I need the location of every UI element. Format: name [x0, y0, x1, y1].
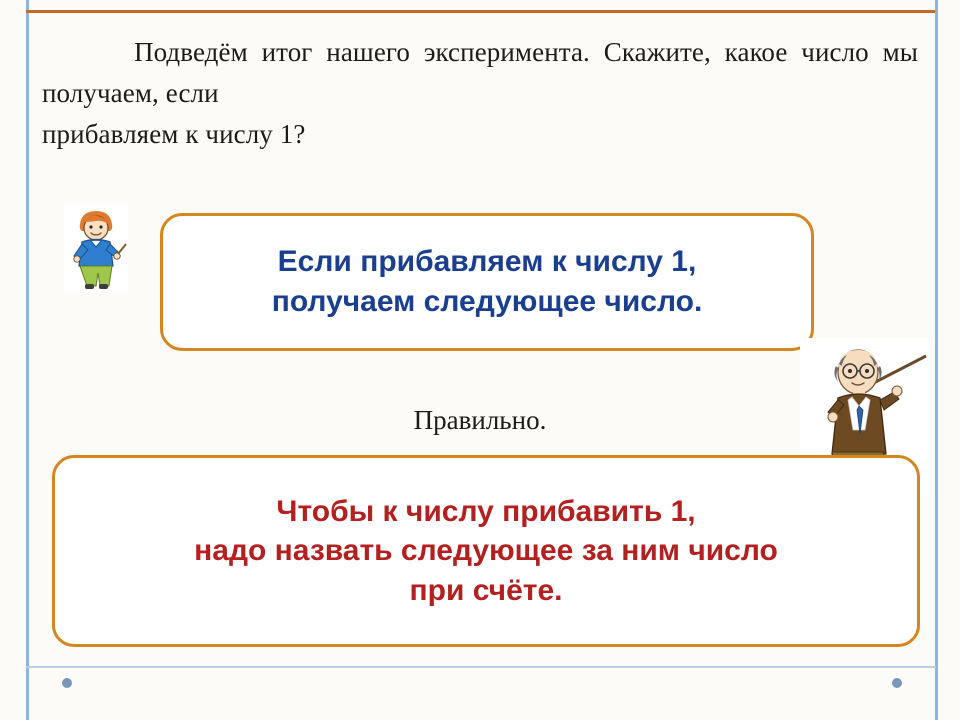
rule-line-1: Чтобы к числу прибавить 1, — [276, 494, 696, 528]
feedback-text: Правильно. — [413, 405, 547, 435]
decorative-dot-left — [62, 678, 72, 688]
rule-line-3: при счёте. — [409, 573, 563, 607]
question-last-line: прибавляем к числу 1? — [42, 119, 306, 150]
rule-callout — [52, 455, 920, 647]
frame-right-line — [935, 0, 938, 720]
boy-pointing-icon — [64, 204, 128, 292]
answer-line-2: получаем следующее число. — [271, 285, 703, 318]
frame-left-line — [26, 0, 29, 720]
frame-bottom-line — [26, 666, 936, 668]
answer-line-1: Если прибавляем к числу 1, — [277, 245, 697, 279]
decorative-dot-right — [892, 678, 902, 688]
question-paragraph — [42, 32, 918, 155]
question-text: Подведём итог нашего эксперимента. Скажите, какое число мы получаем, если — [42, 37, 918, 109]
rule-line-2: надо назвать следующее за ним число — [194, 534, 778, 568]
frame-top-line — [26, 10, 936, 13]
answer-callout — [160, 213, 814, 351]
